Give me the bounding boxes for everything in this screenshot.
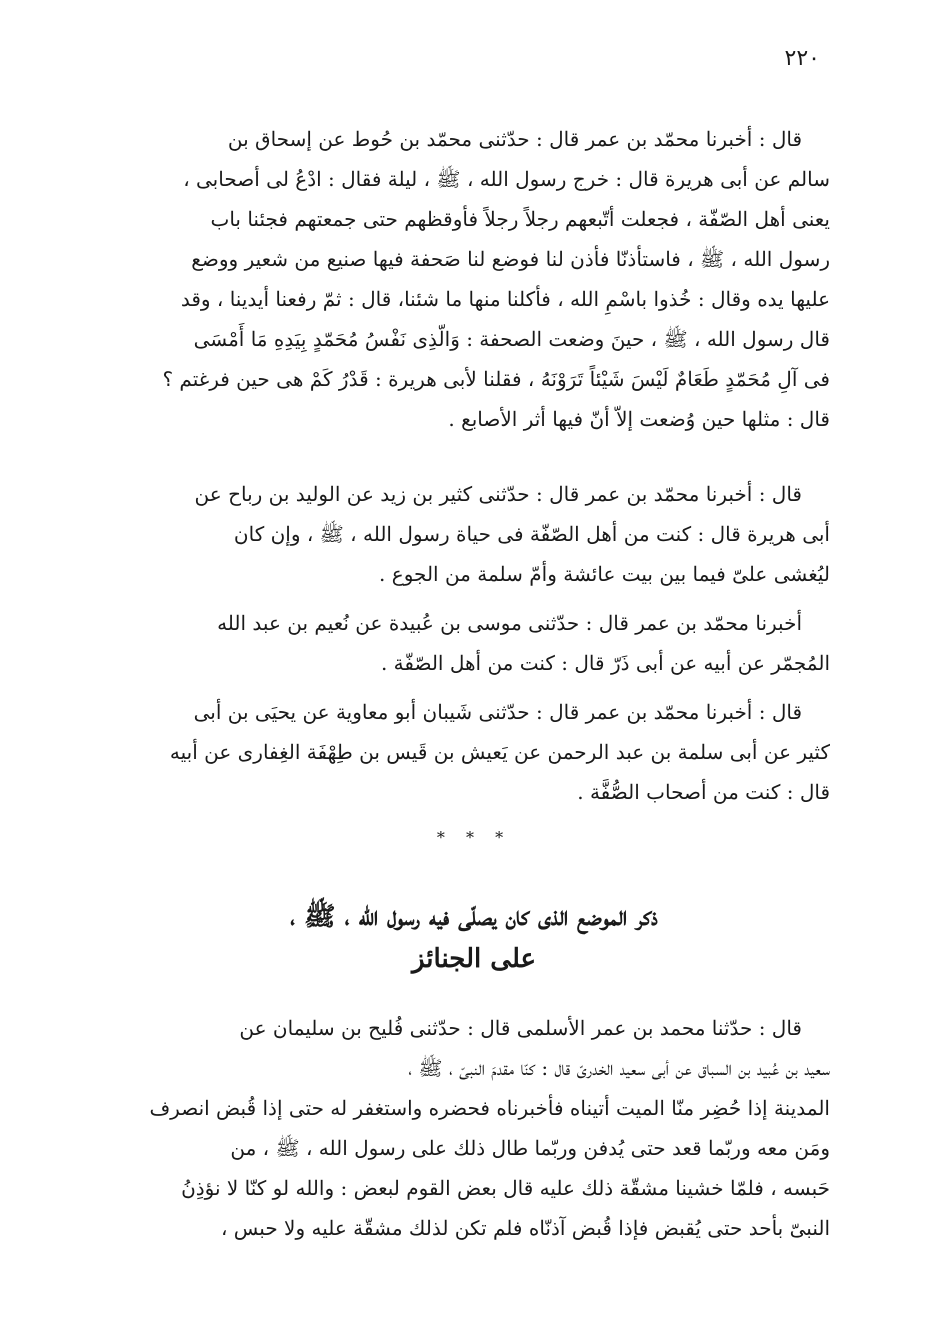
text-line: عليها يده وقال : خُذوا باسْمِ الله ، فأكلنا منها ما شئنا، قال : ثمّ رفعنا أيدينا ، وقد bbox=[180, 287, 830, 311]
text-line: قال : أخبرنا محمّد بن عمر قال : حدّثنى كثير بن زيد عن الوليد بن رباح عن bbox=[194, 482, 802, 506]
text-line: سالم عن أبى هريرة قال : خرج رسول الله ، ﷺ ، ليلة فقال : ادْعُ لى أصحابى ، bbox=[183, 167, 830, 191]
page-number: ٢٢٠ bbox=[784, 46, 820, 71]
text-line: كثير عن أبى سلمة بن عبد الرحمن عن يَعيش بن قَيس بن طِهْفَة الغِفارى عن أبيه bbox=[169, 740, 830, 764]
text-line: المُجمّر عن أبيه عن أبى ذَرّ قال : كنت من أهل الصّفّة . bbox=[380, 651, 830, 675]
section-separator: * * * bbox=[436, 828, 512, 847]
text-line: ليُغشى علىّ فيما بين بيت عائشة وأمّ سلمة من الجوع . bbox=[379, 562, 830, 586]
text-line: النبىّ بأحد حتى يُقبض فإذا قُبض آذنّاه فلم تكن لذلك مشقّة عليه ولا حبس ، bbox=[220, 1216, 830, 1240]
paragraph-4 bbox=[95, 692, 830, 812]
text-line: قال : أخبرنا محمّد بن عمر قال : حدّثنى محمّد بن حُوط عن إسحاق بن bbox=[227, 127, 802, 151]
paragraph-1 bbox=[95, 119, 830, 439]
text-line: قال : كنت من أصحاب الصُّفَّة . bbox=[577, 780, 830, 804]
paragraph-5 bbox=[95, 1008, 830, 1248]
text-line: يعنى أهل الصّفّة ، فجعلت أتّبعهم رجلاً رجلاً فأوقظهم حتى جمعتهم فجئنا باب bbox=[210, 207, 830, 231]
heading-line: ذكر الموضع الذى كان يصلّى فيه رسول الله ، ﷺ ، bbox=[290, 902, 658, 932]
text-line: حَبسه ، فلمّا خشينا مشقّة ذلك عليه قال بعض القوم لبعض : والله لو كنّا لا نؤذِنُ bbox=[181, 1176, 830, 1200]
text-line: المدينة إذا حُضِر منّا الميت أتيناه فأخبرناه فحضره واستغفر له حتى إذا قُبض انصرف bbox=[149, 1096, 830, 1120]
text-line: فى آلِ مُحَمّدٍ طَعَامٌ لَيْسَ شَيْئاً تَرَوْنَهُ ، فقلنا لأبى هريرة : قَدْرُ كَمْ هى حين فرغتم ؟ bbox=[162, 367, 830, 391]
text-line: قال : حدّثنا محمد بن عمر الأسلمى قال : حدّثنى فُليح بن سليمان عن bbox=[239, 1016, 802, 1040]
text-line: قال رسول الله ، ﷺ ، حينَ وضعت الصحفة : وَالّذِى نَفْسُ مُحَمّدٍ بِيَدِهِ مَا أَمْسَى bbox=[193, 327, 830, 351]
text-line: رسول الله ، ﷺ ، فاستأذنّا فأذن لنا فوضع لنا صَحفة فيها صنيع من شعير ووضع bbox=[191, 247, 830, 271]
text-line: سعيد بن عُبيد بن السباق عن أبى سعيد الخدرىّ قال : كنّا مقدمَ النبىّ ، ﷺ ، bbox=[408, 1056, 830, 1080]
paragraph-3 bbox=[95, 603, 830, 683]
text-line: أبى هريرة قال : كنت من أهل الصّفّة فى حياة رسول الله ، ﷺ ، وإن كان bbox=[233, 522, 830, 546]
section-heading bbox=[95, 896, 853, 980]
text-line: قال : أخبرنا محمّد بن عمر قال : حدّثنى شَيبان أبو معاوية عن يحيَى بن أبى bbox=[193, 700, 802, 724]
text-line: أخبرنا محمّد بن عمر قال : حدّثنى موسى بن عُبيدة عن نُعيم بن عبد الله bbox=[217, 611, 802, 635]
text-line: قال : مثلها حين وُضعت إلاّ أنّ فيها أثر الأصابع . bbox=[448, 407, 830, 431]
heading-line: على الجنائز bbox=[411, 944, 537, 974]
text-line: ومَن معه وربّما قعد حتى يُدفن وربّما طال ذلك على رسول الله ، ﷺ ، من bbox=[230, 1136, 830, 1160]
paragraph-2 bbox=[95, 474, 830, 594]
